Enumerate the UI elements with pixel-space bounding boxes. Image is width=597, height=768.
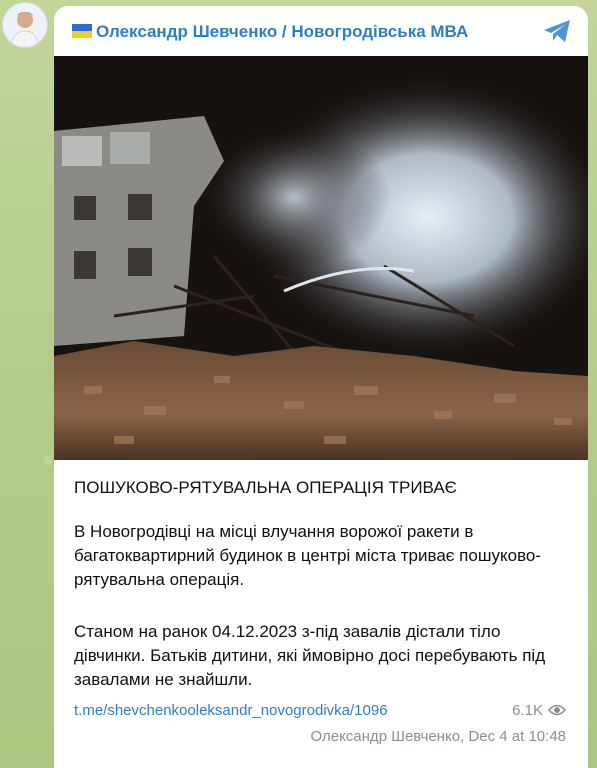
fire-rubble-image xyxy=(54,56,588,460)
message-header xyxy=(54,6,588,56)
telegram-share-icon[interactable] xyxy=(542,18,572,44)
post-paragraph-2: Станом на ранок 04.12.2023 з-під завалів дістали тіло дівчинки. Батьків дитини, які ймовірно досі перебувають під завалами не знайшли. xyxy=(74,622,546,689)
channel-title[interactable]: Олександр Шевченко / Новогродівська МВА xyxy=(72,22,468,42)
avatar[interactable] xyxy=(2,2,48,48)
post-paragraph-1: В Новогродівці на місці влучання ворожої ракети в багатоквартирний будинок в центрі міста триває пошуково-рятувальна операція. xyxy=(74,522,542,589)
post-link[interactable]: t.me/shevchenkooleksandr_novogrodivka/1096 xyxy=(74,702,388,719)
post-footer: Олександр Шевченко, Dec 4 at 10:48 xyxy=(310,728,566,745)
avatar-icon xyxy=(3,3,47,47)
ukraine-flag-icon xyxy=(72,24,92,38)
view-count-value: 6.1K xyxy=(512,702,543,719)
view-count xyxy=(512,702,566,719)
eye-icon xyxy=(548,703,566,717)
post-heading: ПОШУКОВО-РЯТУВАЛЬНА ОПЕРАЦІЯ ТРИВАЄ xyxy=(74,478,457,497)
post-photo[interactable] xyxy=(54,56,588,460)
message-card xyxy=(54,6,588,768)
